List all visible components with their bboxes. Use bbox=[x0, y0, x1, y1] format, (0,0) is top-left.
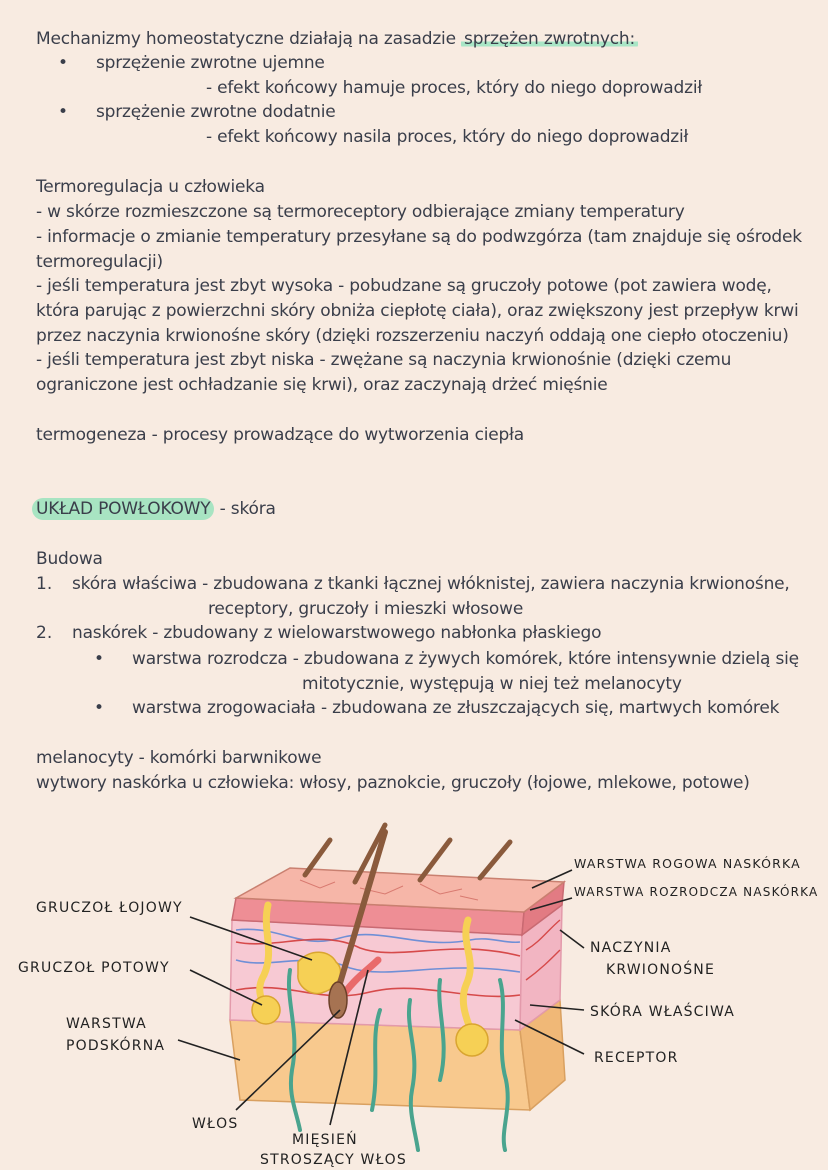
label-receptor: RECEPTOR bbox=[594, 1050, 679, 1066]
homeostasis-intro-text: Mechanizmy homeostatyczne działają na zasadzie bbox=[36, 29, 462, 49]
feedback-negative-title: sprzężenie zwrotne ujemne bbox=[96, 53, 325, 73]
label-warstwa-podskorna-2: PODSKÓRNA bbox=[66, 1038, 166, 1054]
label-miesien-2: STROSZĄCY WŁOS bbox=[260, 1152, 407, 1168]
melanocyte-definition: melanocyty - komórki barwnikowe bbox=[36, 748, 322, 768]
feedback-positive-title: sprzężenie zwrotne dodatnie bbox=[96, 102, 336, 122]
budowa-title: Budowa bbox=[36, 549, 103, 569]
label-naczynia-1: NACZYNIA bbox=[590, 940, 672, 956]
label-warstwa-rozrodcza: WARSTWA ROZRODCZA NASKÓRKA bbox=[574, 885, 819, 899]
skin-heading-rest: - skóra bbox=[214, 499, 276, 519]
basal-layer-line1: warstwa rozrodcza - zbudowana z żywych komórek, które intensywnie dzielą się bbox=[132, 649, 799, 669]
thermo-line: która parując z powierzchni skóry obniża ciepłotę ciała), oraz zwiększony jest przepływ krwi bbox=[36, 301, 799, 321]
epidermis-line: naskórek - zbudowany z wielowarstwowego nabłonka płaskiego bbox=[72, 623, 602, 643]
list-number: 1. bbox=[36, 574, 53, 594]
basal-layer-line2: mitotycznie, występują w niej też melanocyty bbox=[302, 674, 682, 694]
feedback-highlight: sprzężen zwrotnych: bbox=[461, 29, 638, 49]
sweat-gland bbox=[456, 1024, 488, 1056]
feedback-positive-desc: - efekt końcowy nasila proces, który do niego doprowadził bbox=[206, 127, 689, 147]
thermo-line: przez naczynia krwionośne skóry (dzięki rozszerzeniu naczyń oddają one ciepło otoczeniu) bbox=[36, 326, 789, 346]
label-warstwa-rogowa: WARSTWA ROGOWA NASKÓRKA bbox=[574, 856, 801, 871]
sweat-gland bbox=[252, 996, 280, 1024]
list-number: 2. bbox=[36, 623, 53, 643]
dermis-line2: receptory, gruczoły i mieszki włosowe bbox=[208, 599, 524, 619]
label-wlos: WŁOS bbox=[192, 1116, 239, 1132]
skin-heading bbox=[32, 497, 276, 521]
bullet-dot: • bbox=[94, 649, 105, 669]
thermogenesis-definition: termogeneza - procesy prowadzące do wytworzenia ciepła bbox=[36, 425, 524, 445]
homeostasis-intro bbox=[36, 27, 638, 51]
thermo-title: Termoregulacja u człowieka bbox=[36, 177, 265, 197]
pointer-line bbox=[178, 1040, 240, 1060]
thermo-line: ograniczone jest ochładzanie się krwi), oraz zaczynają drżeć mięśnie bbox=[36, 375, 608, 395]
label-naczynia-2: KRWIONOŚNE bbox=[606, 962, 716, 978]
thermo-line: - jeśli temperatura jest zbyt niska - zwężane są naczynia krwionośnie (dzięki czemu bbox=[36, 350, 732, 370]
pointer-line bbox=[560, 930, 584, 948]
epidermis-products: wytwory naskórka u człowieka: włosy, paznokcie, gruczoły (łojowe, mlekowe, potowe) bbox=[36, 773, 750, 793]
horny-layer-line: warstwa zrogowaciała - zbudowana ze złuszczających się, martwych komórek bbox=[132, 698, 780, 718]
label-gruczol-potowy: GRUCZOŁ POTOWY bbox=[18, 960, 170, 976]
label-skora-wlasciwa: SKÓRA WŁAŚCIWA bbox=[590, 1004, 736, 1020]
dermis-line1: skóra właściwa - zbudowana z tkanki łącznej włóknistej, zawiera naczynia krwionośne, bbox=[72, 574, 790, 594]
skin-heading-highlight: UKŁAD POWŁOKOWY bbox=[32, 498, 214, 520]
skin-diagram bbox=[0, 810, 828, 1170]
thermo-line: - informacje o zmianie temperatury przesyłane są do podwzgórza (tam znajduje się ośrodek bbox=[36, 227, 802, 247]
feedback-negative-desc: - efekt końcowy hamuje proces, który do niego doprowadził bbox=[206, 78, 702, 98]
thermo-line: - jeśli temperatura jest zbyt wysoka - pobudzane są gruczoły potowe (pot zawiera wodę, bbox=[36, 276, 772, 296]
label-gruczol-lojowy: GRUCZOŁ ŁOJOWY bbox=[36, 900, 183, 916]
bullet-dot: • bbox=[94, 698, 105, 718]
thermo-line: - w skórze rozmieszczone są termoreceptory odbierające zmiany temperatury bbox=[36, 202, 685, 222]
bullet-dot: • bbox=[58, 102, 69, 122]
bullet-dot: • bbox=[58, 53, 69, 73]
thermo-line: termoregulacji) bbox=[36, 252, 163, 272]
label-warstwa-podskorna-1: WARSTWA bbox=[66, 1016, 147, 1032]
label-miesien-1: MIĘSIEŃ bbox=[292, 1132, 358, 1148]
